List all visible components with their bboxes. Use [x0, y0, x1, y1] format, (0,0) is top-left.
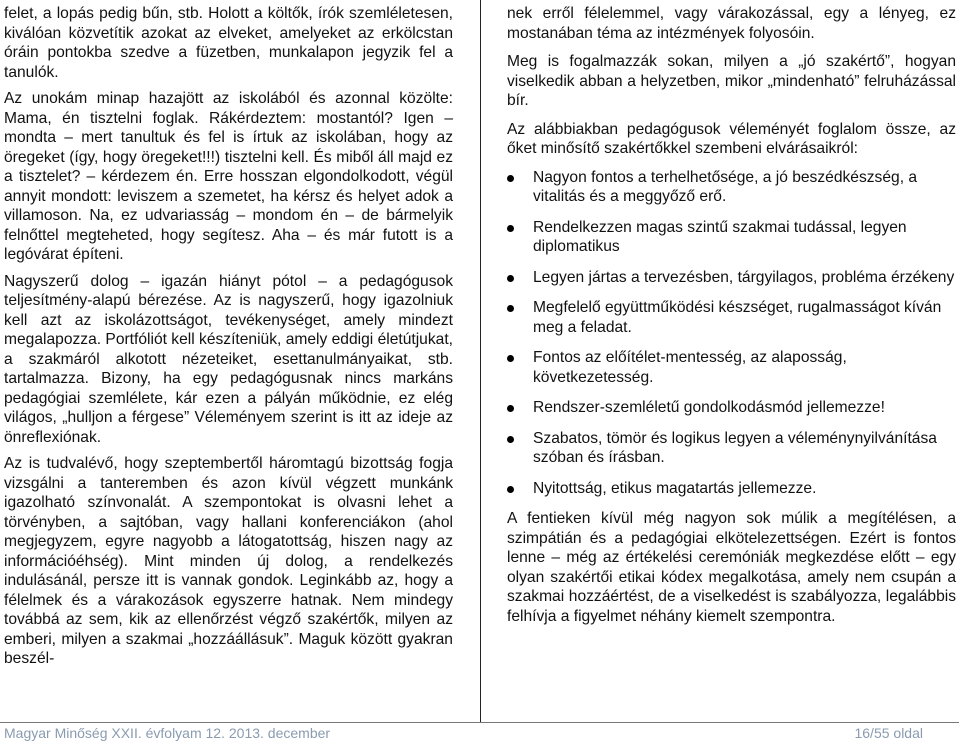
list-item [507, 429, 956, 468]
paragraph: Nagyszerű dolog – igazán hiányt pótol – a pedagógusok teljesítmény-alapú bérezése. Az is nagyszerű, hogy igazolniuk kell azt az iskolázottságot, tevékenységet, amely mindezt megalapozza. Portfóliót kell készíteniük, amely eddigi életútjukat, a szakmáról alkotott nézeteiket, esettanulmányaikat, stb. tartalmazza. Bizony, ha egy pedagógusnak nincs markáns pedagógiai szemlélete, kár ezen a pályán működnie, ez elég világos, „hulljon a férgese” Véleményem szerint is itt az ideje az önreflexiónak. [4, 272, 453, 446]
list-item-text: Szabatos, tömör és logikus legyen a véleménynyilvánítása szóban és írásban. [533, 429, 937, 466]
expectations-list [507, 168, 956, 499]
list-item-text: Rendelkezzen magas szintű szakmai tudással, legyen diplomatikus [533, 218, 907, 255]
list-item [507, 398, 956, 418]
bullet-icon [507, 275, 514, 282]
list-item-text: Megfelelő együttműködési készséget, rugalmasságot kíván meg a feladat. [533, 299, 942, 336]
paragraph: Az is tudvalévő, hogy szeptembertől háromtagú bizottság fogja vizsgálni a tanteremben és azon kívül végzett munkánk igazolható színvonalát. A szempontokat is olvasni lehet a törvényben, a sajtóban, vagy hallani konferenciákon (ahol megjegyzem, egyre nagyobb a látogatottság, hiszen nagy az információéhség). Mint minden új dolog, a rendelkezés indulásánál, persze itt is vannak gondok. Leginkább az, hogy a félelmek és a várakozások egyszerre hatnak. Nem mindegy továbbá az sem, kik az ellenőrzést végző szakértők, milyen az emberi, milyen a szakmai „hozzáállásuk”. Maguk között gyakran beszél- [4, 455, 453, 667]
list-item [507, 218, 956, 257]
paragraph: Meg is fogalmazzák sokan, milyen a „jó szakértő”, hogyan viselkedik abban a helyzetben, mikor „mindenható” felruházással bír. [507, 53, 956, 109]
paragraph: nek erről félelemmel, vagy várakozással, egy a lényeg, ez mostanában téma az intézmények folyosóin. [507, 5, 956, 42]
bullet-icon [507, 355, 514, 362]
bullet-icon [507, 405, 514, 412]
bullet-icon [507, 436, 514, 443]
column-divider [480, 0, 481, 722]
right-column [507, 4, 956, 635]
paragraph: felet, a lopás pedig bűn, stb. Holott a költők, írók szemléletesen, kiválóan közvetítik azokat az elveket, amelyeket az erkölcstan óráin pontokba szedve a füzetben, munkalapon jegyzik fel a tanulók. [4, 5, 453, 81]
paragraph: A fentieken kívül még nagyon sok múlik a megítélésen, a szimpátián és a pedagógiai elkötelezettségen. Ezért is fontos lenne – még az értékelési ceremóniák megkezdése előtt – egy olyan szakértői etikai kódex megalkotása, amely nem csupán a szakmai hozzáértést, de a viselkedést is szabályozza, legalábbis felhívja a figyelmet néhány kiemelt szempontra. [507, 510, 956, 625]
bullet-icon [507, 305, 514, 312]
list-item-text: Legyen jártas a tervezésben, tárgyilagos, probléma érzékeny [533, 268, 955, 286]
list-item-text: Rendszer-szemléletű gondolkodásmód jellemezze! [533, 399, 885, 416]
footer-publication: Magyar Minőség XXII. évfolyam 12. 2013. december [4, 725, 331, 741]
list-item-text: Fontos az előítélet-mentesség, az alaposság, következetesség. [533, 349, 847, 386]
bullet-icon [507, 486, 514, 493]
bullet-icon [507, 175, 514, 182]
list-item-text: Nagyon fontos a terhelhetősége, a jó beszédkészség, a vitalitás és a meggyőző erő. [533, 168, 918, 205]
paragraph: Az unokám minap hazajött az iskolából és azonnal közölte: Mama, én tisztelni foglak. Rákérdeztem: mostantól? Igen – mondta – mert tanultuk és fel is írtuk az iskolában, hogy az öregeket (így, hogy öregeket!!!) tisztelni kell. És miből áll majd ez a tisztelet? – kérdezem én. Erre hosszan elgondolkodott, végül annyit mondott: leviszem a szemetet, ha kérsz és helyet adok a villamoson. Na, ez udvariasság – mondom én – de bármelyik felnőttel megteheted, hogy segítesz. Aha – és már futott is a legóvárat építeni. [4, 90, 453, 263]
page-footer [0, 722, 959, 743]
list-item [507, 479, 956, 499]
footer-page-number: 16/55 oldal [854, 725, 923, 741]
paragraph: Az alábbiakban pedagógusok véleményét foglalom össze, az őket minősítő szakértőkkel szembeni elvárásaikról: [507, 120, 956, 157]
list-item [507, 298, 956, 337]
bullet-icon [507, 225, 514, 232]
list-item [507, 268, 956, 288]
list-item [507, 348, 956, 387]
list-item-text: Nyitottság, etikus magatartás jellemezze. [533, 479, 817, 497]
left-column [4, 4, 453, 676]
list-item [507, 168, 956, 207]
